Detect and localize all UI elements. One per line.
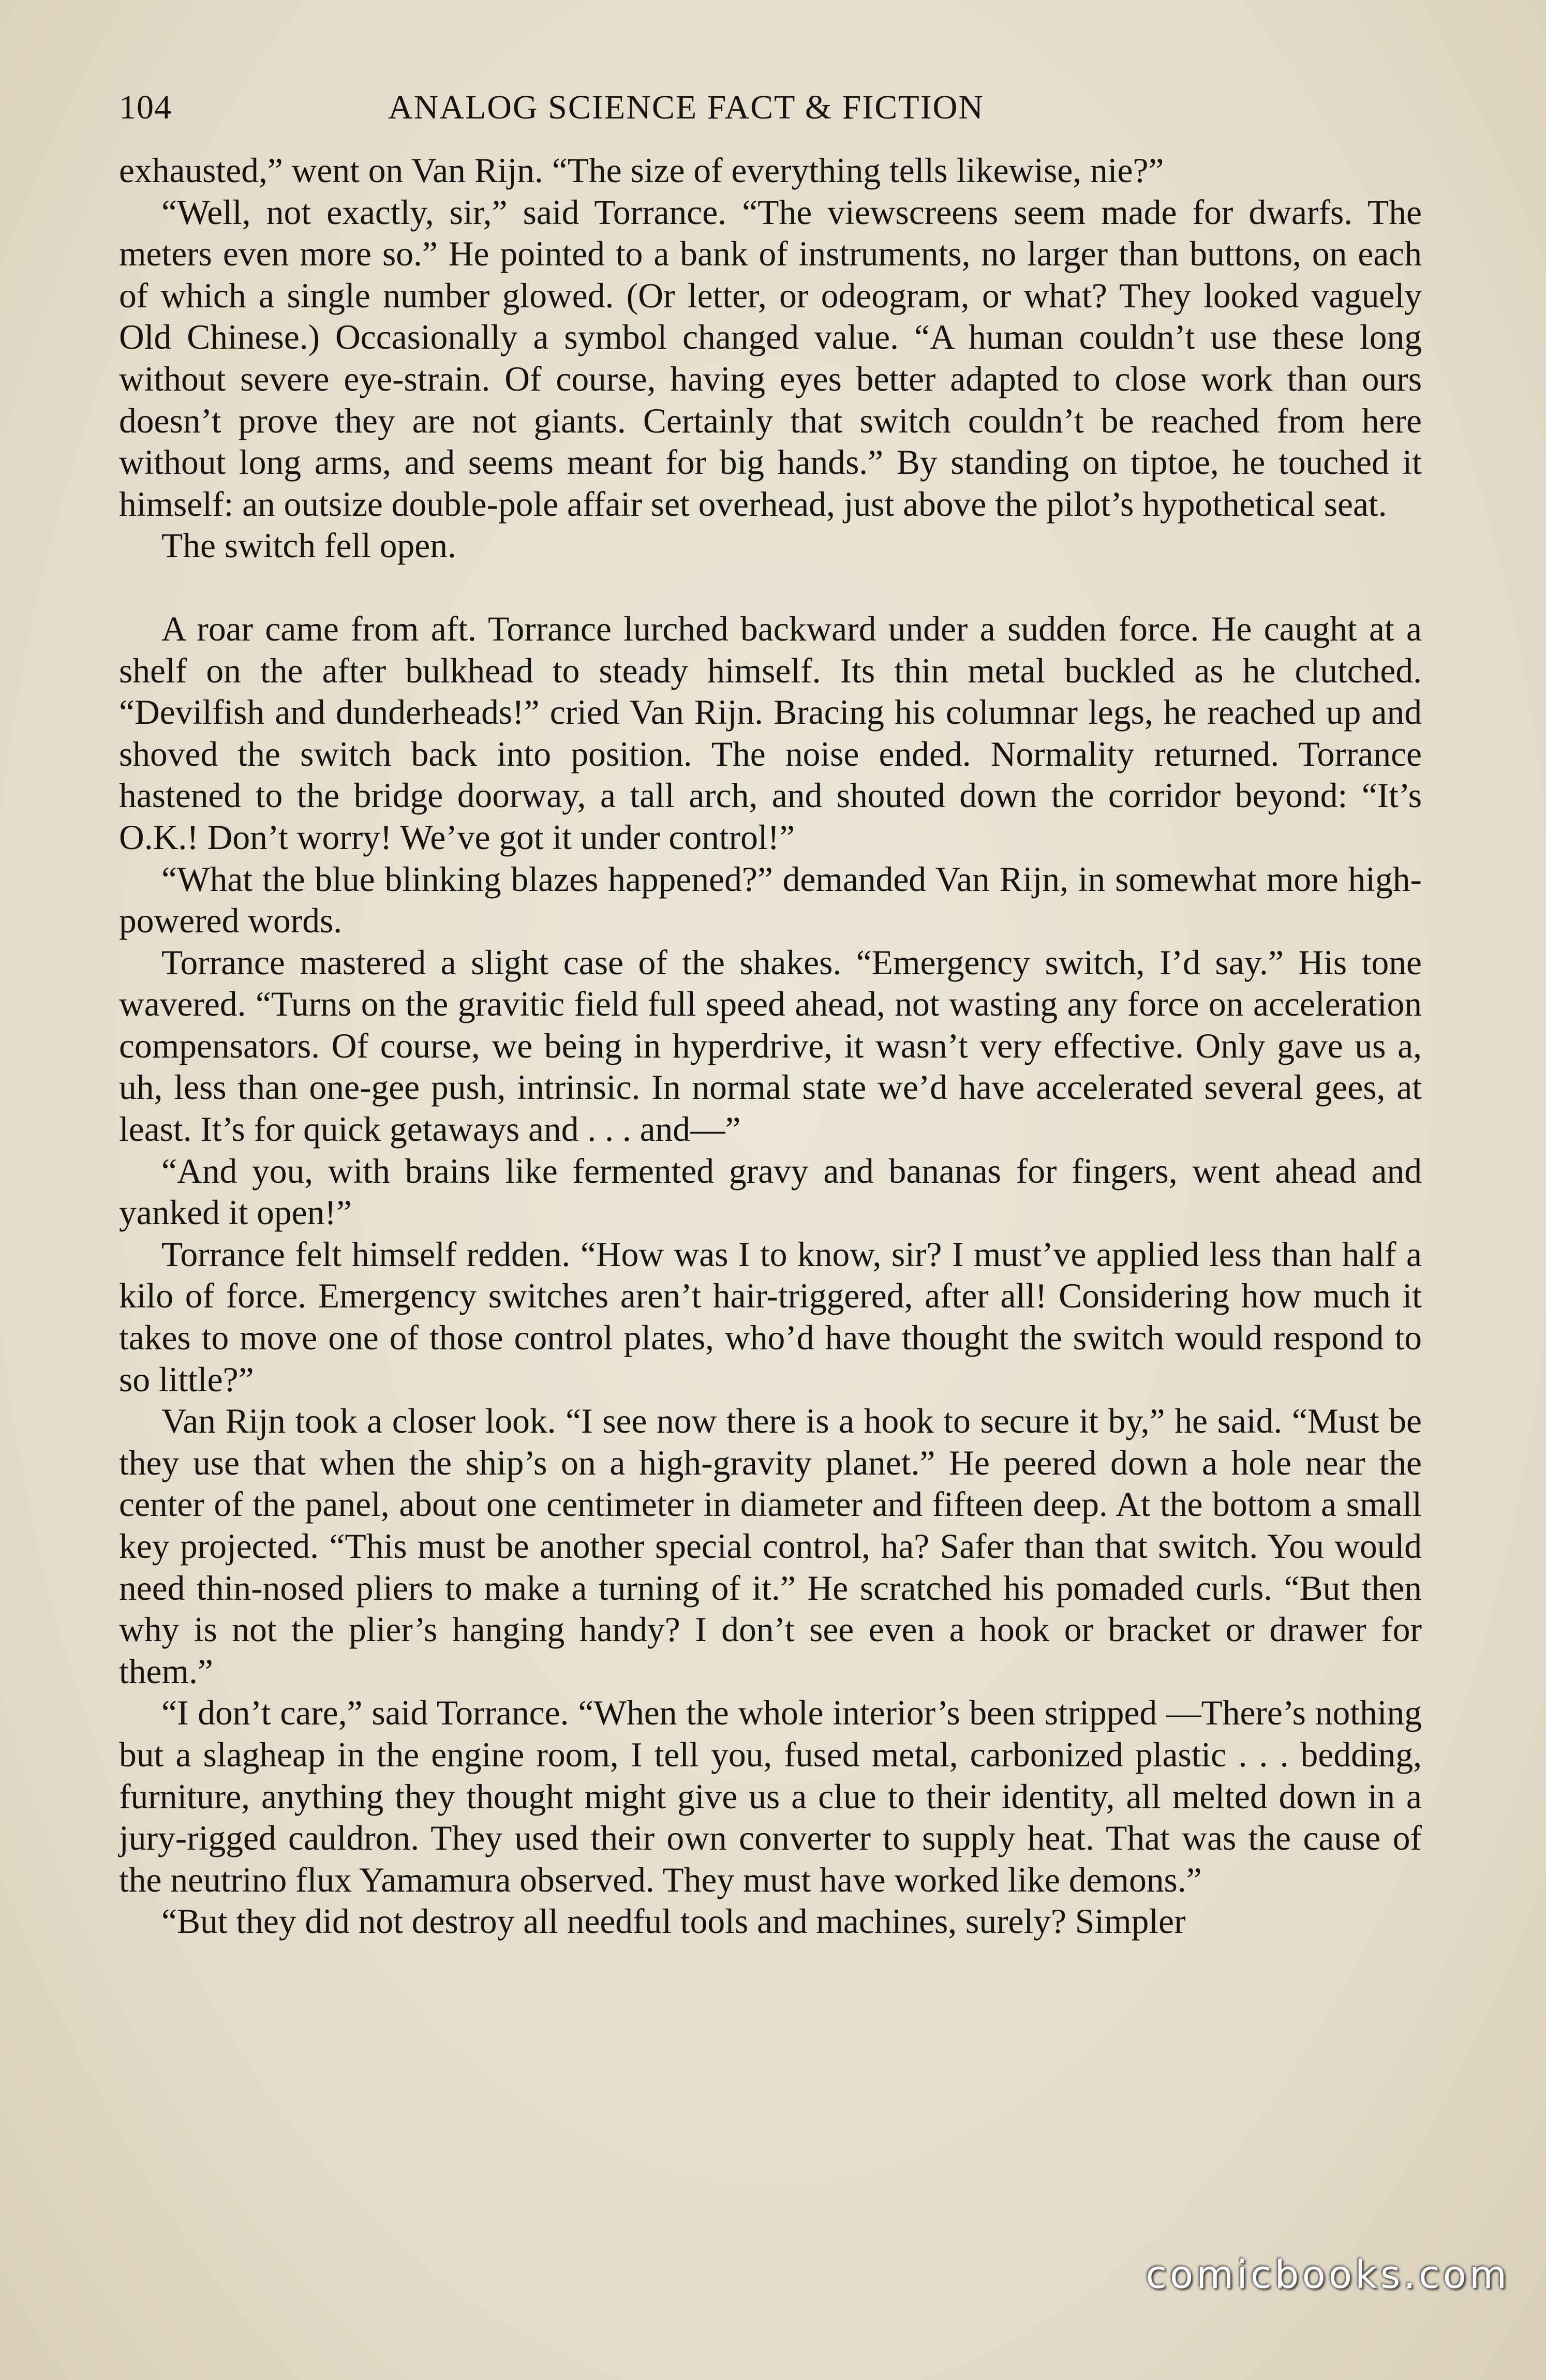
- paragraph: The switch fell open.: [161, 526, 456, 566]
- paragraph: “But they did not destroy all needful tools and machines, surely? Simpler: [161, 1902, 1186, 1941]
- paragraph: “And you, with brains like fermented gravy and bananas for fingers, went ahead and yanked it open!”: [119, 1151, 1422, 1232]
- paragraph: A roar came from aft. Torrance lurched backward under a sudden force. He caught at a shelf on the after bulkhead to steady himself. Its thin metal buckled as he clutched. “Devilfish and dunderheads!” cried Van Rijn. Bracing his columnar legs, he reached up and shoved the switch back into position. The noise ended. Normality returned. Torrance hastened to the bridge doorway, a tall arch, and shouted down the corridor beyond: “It’s O.K.! Don’t worry! We’ve got it under control!”: [119, 609, 1422, 857]
- paragraph: exhausted,” went on Van Rijn. “The size of everything tells likewise, nie?”: [119, 151, 1164, 190]
- site-watermark: comicbooks.com: [1146, 2253, 1510, 2297]
- paragraph: “What the blue blinking blazes happened?” demanded Van Rijn, in somewhat more high-powered words.: [119, 859, 1422, 941]
- paragraph: “I don’t care,” said Torrance. “When the whole interior’s been stripped —There’s nothing but a slagheap in the engine room, I tell you, fused metal, carbonized plastic . . . bedding, furniture, anything they thought might give us a clue to their identity, all melted down in a jury-rigged cauldron. They used their own converter to supply heat. That was the cause of the neutrino flux Yamamura observed. They must have worked like demons.”: [119, 1693, 1422, 1899]
- body-text: [119, 150, 1422, 1943]
- paragraph: Torrance felt himself redden. “How was I to know, sir? I must’ve applied less than half a kilo of force. Emergency switches aren’t hair-triggered, after all! Considering how much it takes to move one of those control plates, who’d have thought the switch would respond to so little?”: [119, 1234, 1422, 1399]
- page-number: 104: [119, 88, 172, 126]
- running-head: [119, 88, 1422, 150]
- paragraph: “Well, not exactly, sir,” said Torrance. “The viewscreens seem made for dwarfs. The meters even more so.” He pointed to a bank of instruments, no larger than buttons, on each of which a single number glowed. (Or letter, or odeogram, or what? They looked vaguely Old Chinese.) Occasionally a symbol changed value. “A human couldn’t use these long without severe eye-strain. Of course, having eyes better adapted to close work than ours doesn’t prove they are not giants. Certainly that switch couldn’t be reached from here without long arms, and seems meant for big hands.” By standing on tiptoe, he touched it himself: an outsize double-pole affair set overhead, just above the pilot’s hypothetical seat.: [119, 192, 1422, 524]
- paragraph: Torrance mastered a slight case of the shakes. “Emergency switch, I’d say.” His tone wavered. “Turns on the gravitic field full speed ahead, not wasting any force on acceleration compensators. Of course, we being in hyperdrive, it wasn’t very effective. Only gave us a, uh, less than one-gee push, intrinsic. In normal state we’d have accelerated several gees, at least. It’s for quick getaways and . . . and—”: [119, 943, 1422, 1149]
- paragraph: Van Rijn took a closer look. “I see now there is a hook to secure it by,” he said. “Must be they use that when the ship’s on a high-gravity planet.” He peered down a hole near the center of the panel, about one centimeter in diameter and fifteen deep. At the bottom a small key projected. “This must be another special control, ha? Safer than that switch. You would need thin-nosed pliers to make a turning of it.” He scratched his pomaded curls. “But then why is not the plier’s hanging handy? I don’t see even a hook or bracket or drawer for them.”: [119, 1402, 1422, 1691]
- magazine-title: ANALOG SCIENCE FACT & FICTION: [388, 88, 984, 126]
